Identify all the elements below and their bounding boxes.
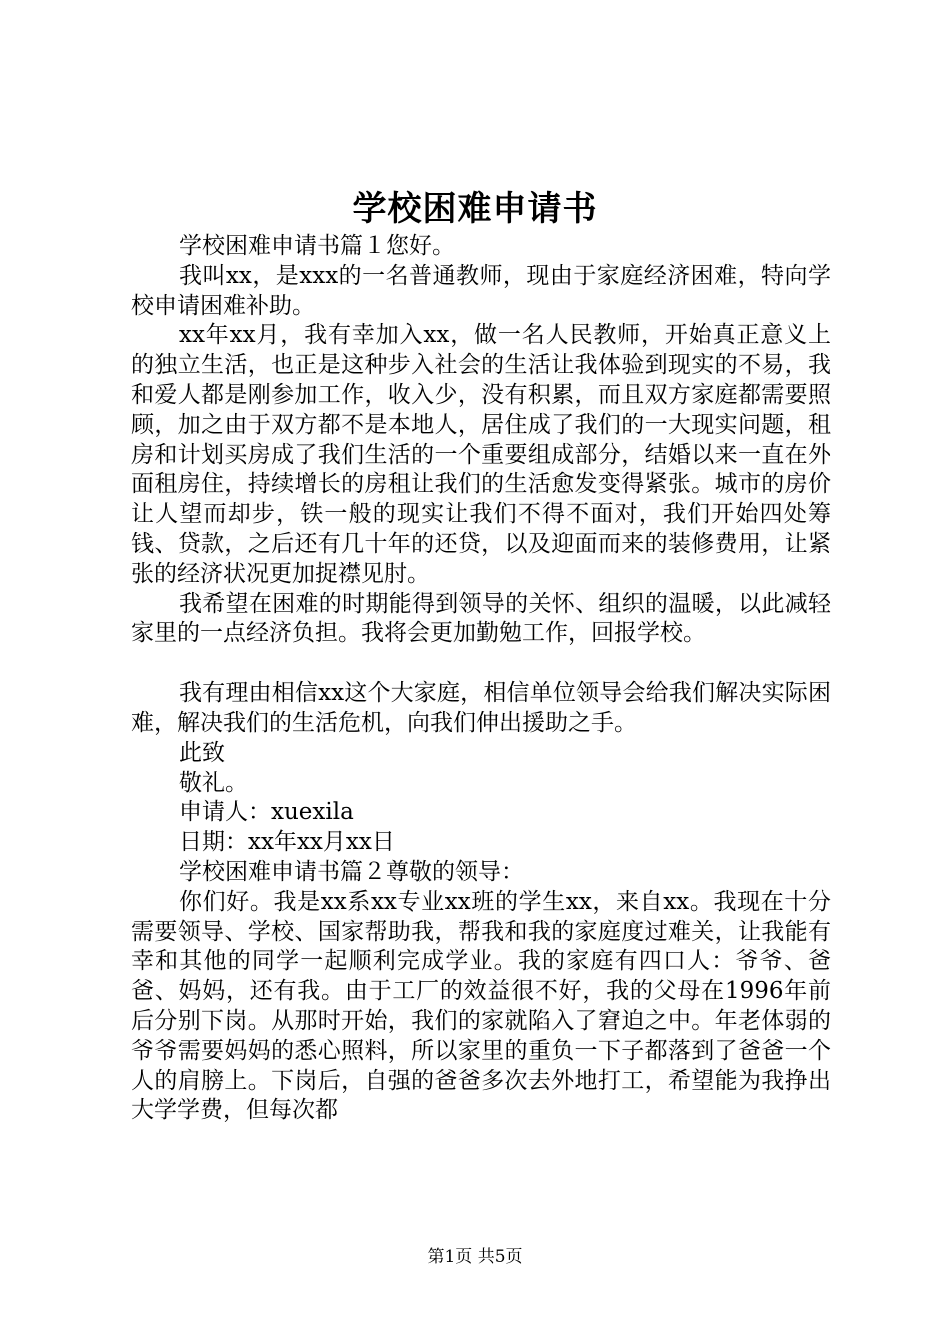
document-title: 学校困难申请书 — [352, 189, 598, 229]
date-line: 日期：xx年xx月xx日 — [179, 829, 395, 856]
closing-regards: 敬礼。 — [179, 769, 248, 796]
paragraph-situation: xx年xx月，我有幸加入xx，做一名人民教师，开始真正意义上的独立生活，也正是这种步入社会的生活让我体验到现实的不易，我和爱人都是刚参加工作，收入少，没有积累，而且双方家庭都需要照顾，加之由于双方都不是本地人，居住成了我们的一大现实问题，租房和计划买房成了我们生活的一个重要组成部分，结婚以来一直在外面租房住，持续增长的房租让我们的生活愈发变得紧张。城市的房价让人望而却步，铁一般的现实让我们不得不面对，我们开始四处筹钱、贷款，之后还有几十年的还贷，以及迎面而来的装修费用，让紧张的经济状况更加捉襟见肘。 — [131, 322, 831, 587]
paragraph-intro-1: 学校困难申请书篇１您好。 — [179, 233, 455, 259]
closing-salutation: 此致 — [179, 739, 225, 766]
paragraph-student-story: 你们好。我是xx系xx专业xx班的学生xx，来自xx。我现在十分需要领导、学校、国家帮助我，帮我和我的家庭度过难关，让我能有幸和其他的同学一起顺利完成学业。我的家庭有四口人：爷爷、爸爸、妈妈，还有我。由于工厂的效益很不好，我的父母在1996年前后分别下岗。从那时开始，我们的家就陷入了窘迫之中。年老体弱的爷爷需要妈妈的悉心照料，所以家里的重负一下子都落到了爸爸一个人的肩膀上。下岗后，自强的爸爸多次去外地打工，希望能为我挣出大学学费，但每次都 — [131, 888, 831, 1124]
paragraph-intro-2: 学校困难申请书篇２尊敬的领导： — [179, 858, 524, 885]
paragraph-hope: 我希望在困难的时期能得到领导的关怀、组织的温暖，以此减轻家里的一点经济负担。我将会更加勤勉工作，回报学校。 — [131, 590, 831, 647]
document-body — [131, 232, 831, 1126]
page-footer: 第1页 共5页 — [427, 1247, 523, 1267]
paragraph-belief: 我有理由相信xx这个大家庭，相信单位领导会给我们解决实际困难，解决我们的生活危机，向我们伸出援助之手。 — [131, 680, 831, 736]
applicant-line: 申请人：xuexila — [179, 799, 354, 826]
paragraph-self-intro: 我叫xx，是xxx的一名普通教师，现由于家庭经济困难，特向学校申请困难补助。 — [131, 262, 831, 319]
